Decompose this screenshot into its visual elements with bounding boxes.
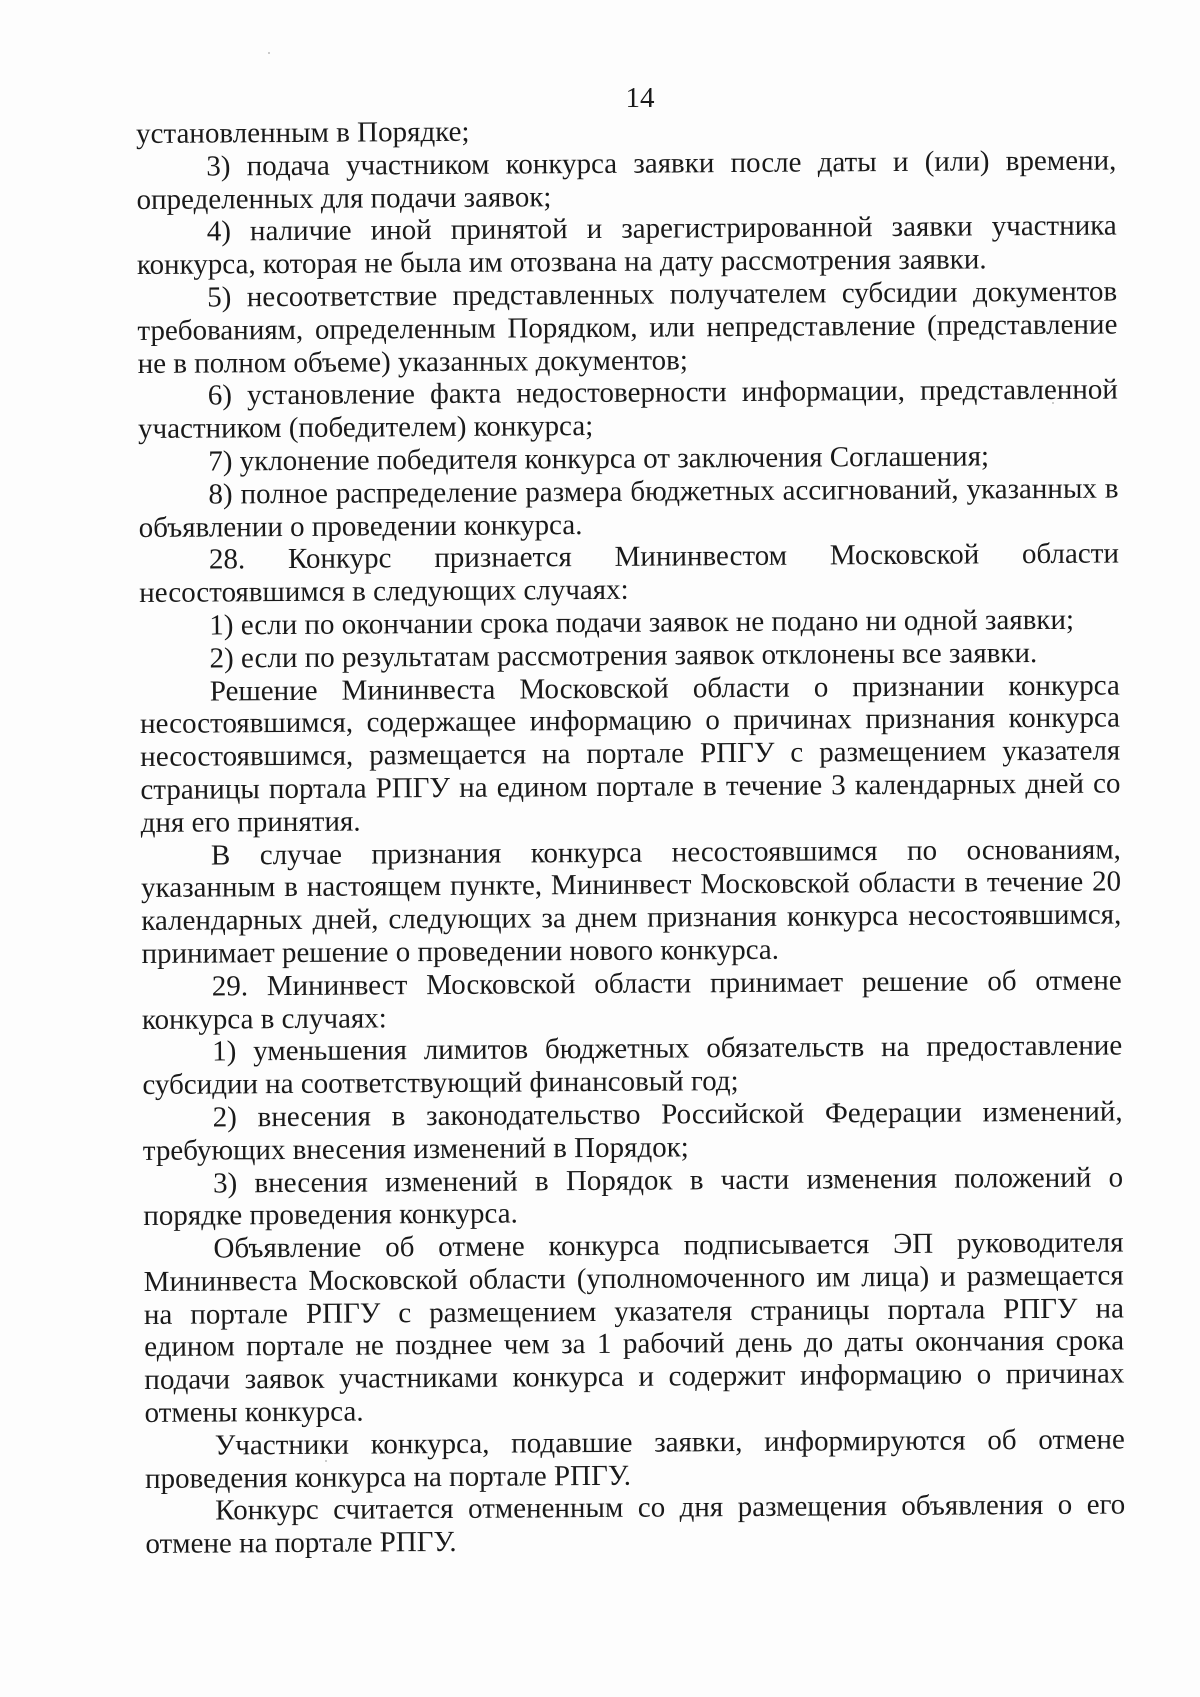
paragraph: 29. Мининвест Московской области принимает решение об отмене конкурса в случаях:	[141, 964, 1122, 1036]
paragraph: 1) уменьшения лимитов бюджетных обязательств на предоставление субсидии на соответствующий финансовый год;	[142, 1029, 1123, 1102]
paragraph: 1) если по окончании срока подачи заявок не подано ни одной заявки;	[209, 603, 1075, 642]
paragraph: 8) полное распределение размера бюджетных ассигнований, указанных в объявлении о проведении конкурса.	[138, 472, 1119, 544]
paragraph: В случае признания конкурса несостоявшимся по основаниям, указанным в настоящем пункте, Мининвест Московской области в течение 20 календарных дней, следующих за днем признания конкурса несостоявшимся, принимает решение о проведении нового конкурса.	[141, 833, 1122, 970]
paragraph: 2) внесения в законодательство Российской Федерации изменений, требующих внесения изменений в Порядок;	[142, 1095, 1123, 1167]
paragraph: Участники конкурса, подавшие заявки, информируются об отмене проведения конкурса на портале РПГУ.	[144, 1423, 1125, 1495]
paragraph: 2) если по результатам рассмотрения заявок отклонены все заявки.	[209, 636, 1038, 675]
paragraph: 4) наличие иной принятой и зарегистрированной заявки участника конкурса, которая не была им отозвана на дату рассмотрения заявки.	[136, 209, 1117, 282]
paragraph: Конкурс считается отмененным со дня размещения объявления о его отмене на портале РПГУ.	[145, 1488, 1126, 1561]
paragraph: Решение Мининвеста Московской области о признании конкурса несостоявшимся, содержащее информацию о причинах признания конкурса несостоявшимся, размещается на портале РПГУ с размещением указателя страницы портала РПГУ на едином портале в течение 3 календарных дней со дня его принятия.	[139, 669, 1121, 839]
paragraph: Объявление об отмене конкурса подписывается ЭП руководителя Мининвеста Московской области (уполномоченного им лица) и размещается на портале РПГУ с размещением указателя страницы портала РПГУ на едином портале не позднее чем за 1 рабочий день до даты окончания срока подачи заявок участниками конкурса и содержит информацию о причинах отмены конкурса.	[143, 1226, 1125, 1430]
paragraph: 3) подача участником конкурса заявки после даты и (или) времени, определенных для подачи заявок;	[136, 144, 1117, 216]
paragraph: 28. Конкурс признается Мининвестом Московской области несостоявшимся в следующих случаях:	[139, 537, 1120, 610]
paragraph: установленным в Порядке;	[136, 115, 470, 150]
paragraph: 7) уклонение победителя конкурса от заключения Соглашения;	[208, 440, 990, 478]
paragraph: 6) установление факта недостоверности информации, представленной участником (победителем) конкурса;	[137, 373, 1118, 446]
paragraph: 3) внесения изменений в Порядок в части изменения положений о порядке проведения конкурса.	[143, 1160, 1124, 1233]
document-body	[136, 112, 1126, 1562]
paragraph: 5) несоответствие представленных получателем субсидии документов требованиям, определенным Порядком, или непредставление (представление не в полном объеме) указанных документов;	[137, 275, 1118, 380]
page-number: 14	[625, 82, 655, 114]
scan-speck	[268, 52, 270, 54]
